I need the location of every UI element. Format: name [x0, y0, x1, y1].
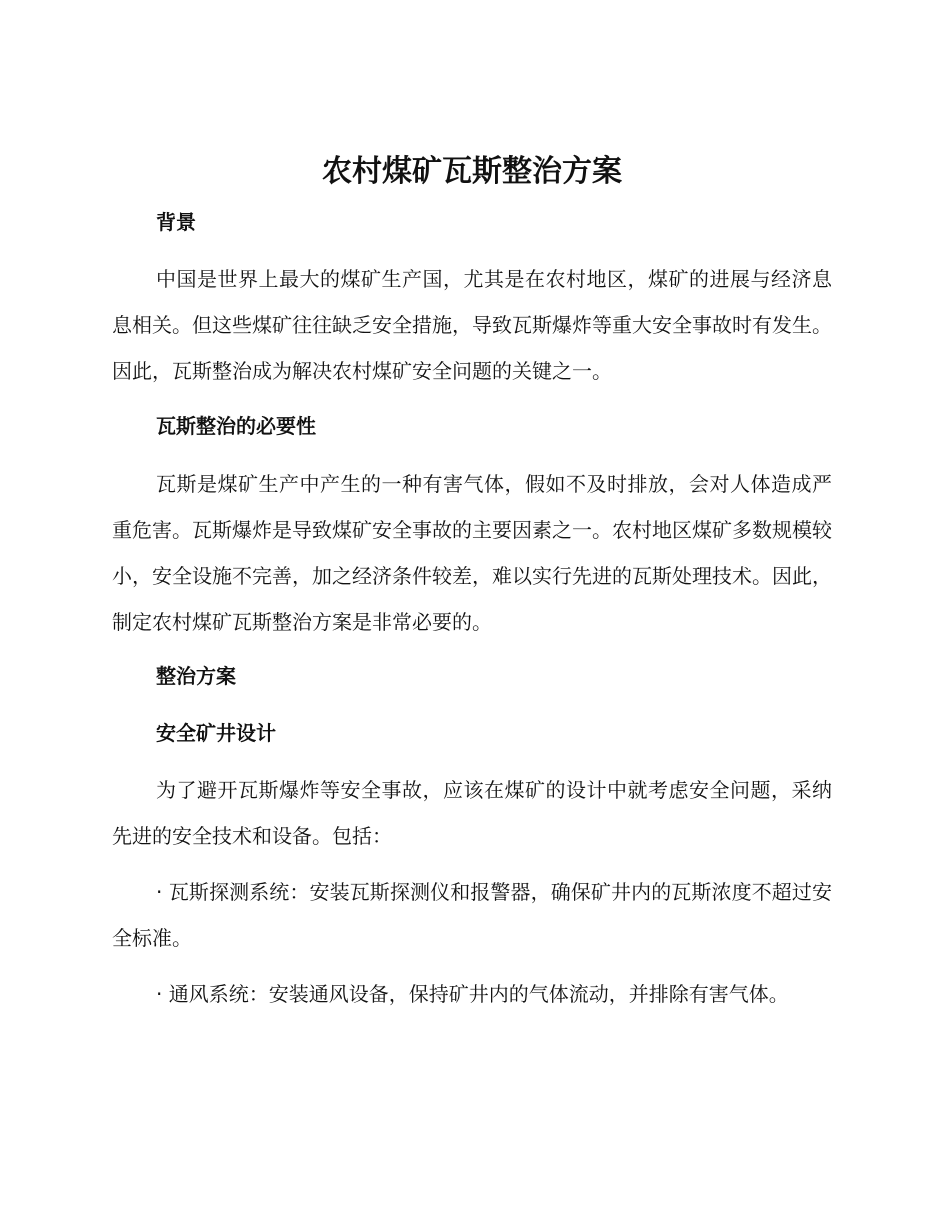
- bullet-gas-detection: · 瓦斯探测系统：安装瓦斯探测仪和报警器，确保矿井内的瓦斯浓度不超过安全标准。: [112, 880, 832, 950]
- bullet-ventilation: · 通风系统：安装通风设备，保持矿井内的气体流动，并排除有害气体。: [156, 982, 789, 1006]
- paragraph-necessity: 瓦斯是煤矿生产中产生的一种有害气体，假如不及时排放，会对人体造成严重危害。瓦斯爆炸是导致煤矿安全事故的主要因素之一。农村地区煤矿多数规模较小，安全设施不完善，加之经济条件较差，难以实行先进的瓦斯处理技术。因此，制定农村煤矿瓦斯整治方案是非常必要的。: [112, 472, 832, 634]
- section-heading-necessity: 瓦斯整治的必要性: [156, 414, 316, 438]
- paragraph-background: 中国是世界上最大的煤矿生产国，尤其是在农村地区，煤矿的进展与经济息息相关。但这些煤矿往往缺乏安全措施，导致瓦斯爆炸等重大安全事故时有发生。因此，瓦斯整治成为解决农村煤矿安全问题的关键之一。: [112, 267, 832, 383]
- section-heading-background: 背景: [156, 210, 196, 234]
- paragraph-safe-design: 为了避开瓦斯爆炸等安全事故，应该在煤矿的设计中就考虑安全问题，采纳先进的安全技术和设备。包括：: [112, 778, 832, 848]
- section-heading-safe-design: 安全矿井设计: [156, 721, 276, 745]
- section-heading-plan: 整治方案: [156, 664, 236, 688]
- document-title: 农村煤矿瓦斯整治方案: [322, 154, 622, 189]
